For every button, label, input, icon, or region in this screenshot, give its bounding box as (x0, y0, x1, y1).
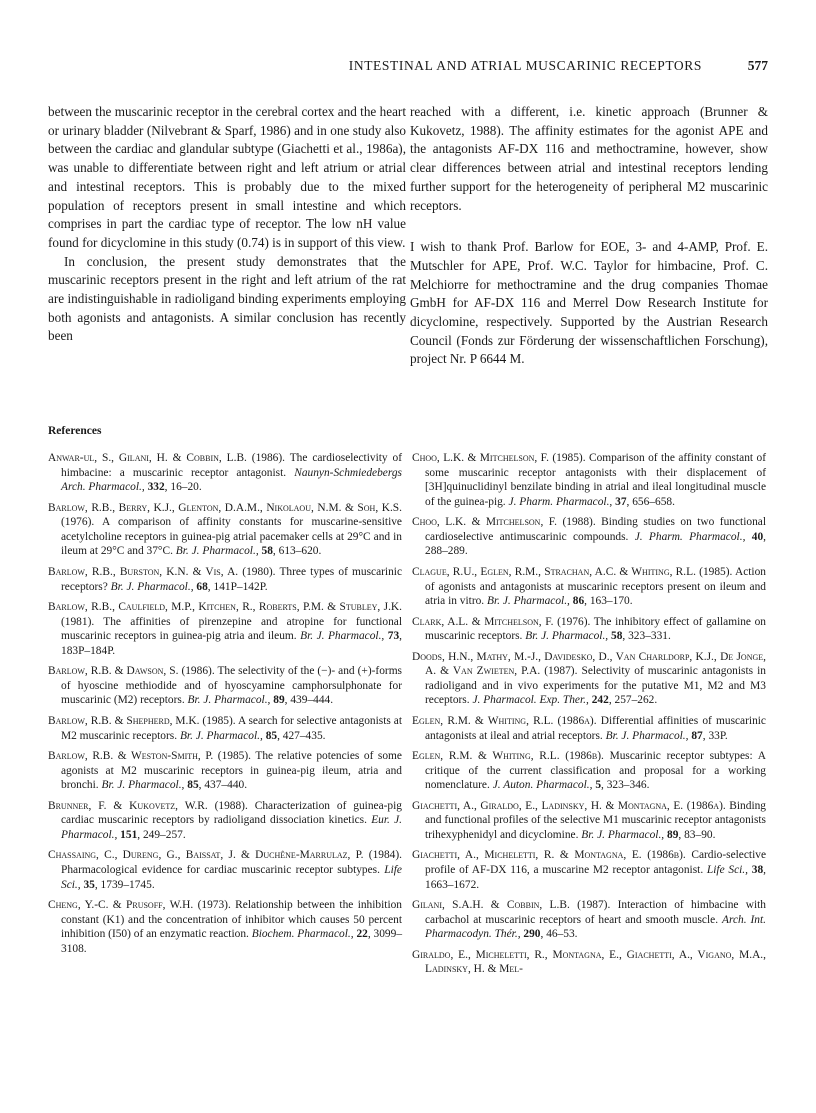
reference-entry (412, 898, 766, 942)
reference-title: The cardioselectivity of himbacine: a muscarinic receptor antagonist. (61, 452, 402, 479)
reference-pages: , 83–90. (678, 828, 716, 841)
reference-volume: 58 (611, 630, 623, 643)
reference-title: Characterization of guinea-pig cardiac muscarinic receptors by radioligand dissociation kinetics. (61, 799, 402, 827)
reference-title: The affinities of pirenzepine and atropine for functional muscarinic receptors in guinea-pig atria and ileum. (61, 615, 402, 643)
reference-authors: Clague, R.U., Eglen, R.M., Strachan, A.C. & Whiting, R.L. (1985). (412, 565, 733, 578)
reference-pages: , 1663–1672. (425, 863, 766, 891)
reference-title: Three types of muscarinic receptors? (61, 565, 402, 593)
references-heading: References (48, 425, 102, 437)
reference-volume: 89 (667, 828, 679, 841)
reference-journal: Br. J. Pharmacol., (487, 595, 573, 608)
reference-title: A search for selective antagonists at M2 muscarinic receptors. (61, 714, 402, 742)
reference-volume: 40 (751, 530, 764, 543)
reference-pages: , 439–444. (284, 694, 334, 707)
reference-entry (412, 565, 766, 609)
reference-journal: Biochem. Pharmacol., (251, 928, 357, 941)
reference-title: Pharmacological evidence for cardiac muscarinic receptor subtypes. (61, 863, 385, 876)
reference-journal: Br. J. Pharmacol., (110, 580, 197, 593)
reference-volume: 37 (615, 495, 627, 508)
reference-pages: , 323–331. (622, 630, 671, 643)
reference-title: Action of agonists and antagonists at muscarinic receptors present on ileum and atria in vitro. (425, 565, 766, 608)
right-text-column (410, 103, 768, 369)
reference-journal: J. Pharmacol. Exp. Ther., (472, 694, 592, 707)
reference-title: Muscarinic receptor subtypes: A critique of the current classification and proposal for a working nomenclature. (425, 750, 766, 792)
left-text-column (48, 103, 406, 346)
reference-title: Relationship between the inhibition constant (K1) and the concentration of inhibitor which causes 50 percent inhibition (I50) of an enzymatic reaction. (61, 899, 402, 941)
reference-journal: Br. J. Pharmacol., (187, 694, 274, 707)
reference-authors: Barlow, R.B. & Shepherd, M.K. (1985). (48, 714, 236, 727)
reference-volume: 86 (572, 595, 585, 608)
reference-volume: 68 (196, 580, 208, 593)
reference-journal: J. Pharm. Pharmacol., (508, 495, 616, 508)
reference-journal: Br. J. Pharmacol., (605, 729, 692, 742)
reference-authors: Brunner, F. & Kukovetz, W.R. (1988). (48, 799, 248, 812)
reference-title: A comparison of affinity constants for muscarine-sensitive acetylcholine receptors in guinea-pig atrial pacemaker cells at 29°C and in ileum at 29°C and 37°C. (61, 516, 402, 558)
reference-title: Selectivity of muscarinic antagonists in radioligand and in vivo experiments for the putative M1, M2 and M3 receptors. (425, 665, 766, 707)
reference-pages: , 46–53. (540, 928, 578, 941)
reference-volume: 73 (387, 630, 400, 643)
reference-authors: Barlow, R.B., Burston, K.N. & Vis, A. (1980). (48, 565, 276, 578)
reference-volume: 85 (265, 729, 278, 742)
reference-entry (412, 714, 766, 743)
reference-title: Interaction of himbacine with carbachol at muscarinic receptors of heart and smooth muscle. (425, 899, 767, 926)
left-paragraph-2: In conclusion, the present study demonstrates that the muscarinic receptors present in the right and left atrium of the rat are indistinguishable in radioligand binding experiments employing both agonists and antagonists. A similar conclusion has recently been (48, 253, 406, 344)
reference-pages: , 257–262. (608, 694, 658, 707)
reference-pages: , 656–658. (626, 495, 675, 508)
reference-entry (48, 714, 402, 743)
reference-entry (48, 749, 402, 793)
reference-entry (48, 898, 402, 956)
reference-journal: Life Sci., (61, 863, 402, 891)
reference-entry (412, 650, 766, 708)
reference-authors: Cheng, Y.-C. & Prusoff, W.H. (1973). (48, 899, 231, 912)
acknowledgements: I wish to thank Prof. Barlow for EOE, 3- and 4-AMP, Prof. E. Mutschler for APE, Prof. W.C. Taylor for himbacine, Prof. C. Melchiorre for methoctramine and the drug companies Thomae GmbH for AF-DX 116 and Merrel Dow Research Institute for dicyclomine, respectively. Supported by the Austrian Research Council (Fonds zur Förderung der wissenschaftlichen Forschung), project Nr. P 6644 M. (410, 239, 768, 367)
reference-entry (48, 600, 402, 658)
reference-entry (412, 799, 766, 843)
reference-journal: J. Auton. Pharmacol., (492, 779, 596, 792)
reference-entry (48, 664, 402, 708)
reference-volume: 332 (147, 481, 165, 494)
reference-volume: 5 (595, 779, 602, 792)
reference-pages: , 141P–142P. (207, 580, 268, 593)
reference-authors: Choo, L.K. & Mitchelson, F. (1988). (412, 516, 596, 529)
reference-journal: Br. J. Pharmacol., (525, 630, 612, 643)
reference-journal: Arch. Int. Pharmacodyn. Thér., (425, 913, 767, 941)
reference-title: Cardio-selective profile of AF-DX 116, a muscarine M2 receptor antagonist. (425, 849, 766, 876)
reference-volume: 58 (261, 545, 273, 558)
reference-entry (412, 848, 766, 892)
reference-entry (412, 749, 766, 793)
reference-journal: Life Sci., (706, 863, 752, 876)
reference-journal: Br. J. Pharmacol., (101, 779, 188, 792)
references-right-column (412, 451, 766, 983)
reference-authors: Barlow, R.B. & Weston-Smith, P. (1985). (48, 750, 252, 763)
reference-title: Binding and functional profiles of the selective M1 muscarinic receptor antagonists trihexyphenidyl and dicyclomine. (425, 799, 766, 841)
reference-authors: Chassaing, C., Dureng, G., Baissat, J. & Duchêne-Marrulaz, P. (1984). (48, 849, 402, 862)
reference-volume: 290 (523, 928, 541, 941)
reference-pages: , 323–346. (601, 779, 650, 792)
reference-authors: Giraldo, E., Micheletti, R., Montagna, E., Giachetti, A., Vigano, M.A., Ladinsky, H. & Mel- (412, 948, 766, 976)
reference-volume: 38 (751, 863, 764, 876)
reference-authors: Giachetti, A., Micheletti, R. & Montagna, E. (1986b). (412, 849, 686, 862)
reference-entry (48, 848, 402, 892)
reference-entry (48, 501, 402, 559)
reference-authors: Choo, L.K. & Mitchelson, F. (1985). (412, 452, 586, 464)
reference-pages: , 249–257. (137, 828, 186, 841)
reference-pages: , 427–435. (277, 729, 326, 742)
reference-title: The selectivity of the (−)- and (+)-forms of hyoscine methiodide and of hyoscyamine camphorsulphonate for muscarinic (M2) receptors. (61, 665, 402, 707)
reference-pages: , 288–289. (425, 530, 766, 558)
reference-volume: 89 (273, 694, 285, 707)
references-left-column (48, 451, 402, 962)
reference-pages: , 16–20. (164, 481, 202, 494)
reference-entry (412, 615, 766, 644)
reference-authors: Clark, A.L. & Mitchelson, F. (1976). (412, 615, 591, 628)
reference-entry (412, 515, 766, 559)
reference-pages: , 33P. (702, 729, 728, 742)
reference-entry (48, 799, 402, 843)
reference-pages: , 163–170. (584, 595, 633, 608)
reference-entry (412, 451, 766, 509)
reference-entry (48, 451, 402, 495)
reference-journal: Eur. J. Pharmacol., (61, 814, 403, 841)
reference-journal: J. Pharm. Pharmacol., (634, 530, 752, 543)
reference-volume: 85 (187, 779, 199, 792)
reference-volume: 22 (356, 928, 368, 941)
reference-journal: Br. J. Pharmacol., (179, 729, 266, 742)
page-number: 577 (747, 58, 768, 73)
reference-authors: Eglen, R.M. & Whiting, R.L. (1986b). (412, 750, 604, 763)
left-paragraph-1: between the muscarinic receptor in the cerebral cortex and the heart or urinary bladder (Nilvebrant & Sparf, 1986) and in one study also between the cardiac and glandular subtype (Giachetti et al., 1986a), was unable to differentiate between right and left atrium or atrial and intestinal receptors. This is probably due to the mixed population of receptors present in small intestine and which comprises in part the cardiac type of receptor. The low nH value found for dicyclomine in this study (0.74) is in support of this view. (48, 104, 406, 250)
reference-entry (412, 948, 766, 977)
reference-volume: 35 (83, 878, 95, 891)
reference-pages: , 3099–3108. (61, 928, 403, 955)
reference-authors: Doods, H.N., Mathy, M.-J., Davidesko, D., Van Charldorp, K.J., De Jonge, A. & Van Zwieten, P.A. (1987). (412, 650, 766, 678)
reference-pages: , 613–620. (272, 545, 322, 558)
reference-title: Binding studies on two functional cardioselective antimuscarinic compounds. (425, 516, 766, 543)
reference-volume: 87 (691, 729, 703, 742)
reference-pages: , 1739–1745. (94, 878, 155, 891)
reference-authors: Barlow, R.B., Caulfield, M.P., Kitchen, R., Roberts, P.M. & Stubley, J.K. (1981). (48, 601, 402, 628)
reference-pages: , 437–440. (198, 779, 248, 792)
reference-journal: Br. J. Pharmacol., (175, 545, 262, 558)
reference-authors: Barlow, R.B. & Dawson, S. (1986). (48, 665, 215, 678)
reference-authors: Gilani, S.A.H. & Cobbin, L.B. (1987). (412, 899, 611, 912)
reference-authors: Anwar-ul, S., Gilani, H. & Cobbin, L.B. (1986). (48, 452, 286, 464)
reference-title: Differential affinities of muscarinic antagonists at ileal and atrial receptors. (425, 714, 766, 742)
reference-authors: Giachetti, A., Giraldo, E., Ladinsky, H. & Montagna, E. (1986a). (412, 799, 726, 812)
reference-authors: Barlow, R.B., Berry, K.J., Glenton, D.A.M., Nikolaou, N.M. & Soh, K.S. (1976). (48, 501, 402, 529)
reference-title: The relative potencies of some agonists at M2 muscarinic receptors in guinea-pig ileum, atria and bronchi. (61, 750, 402, 792)
reference-journal: Naunyn-Schmiedebergs Arch. Pharmacol., (61, 466, 402, 494)
right-paragraph-1: reached with a different, i.e. kinetic approach (Brunner & Kukovetz, 1988). The affinity estimates for the agonist APE and the antagonists AF-DX 116 and methoctramine, however, show clear differences between atrial and intestinal receptors lending further support for the heterogeneity of peripheral M2 muscarinic receptors. (410, 104, 768, 213)
reference-volume: 151 (120, 828, 138, 841)
reference-title: The inhibitory effect of gallamine on muscarinic receptors. (425, 615, 766, 643)
running-title: INTESTINAL AND ATRIAL MUSCARINIC RECEPTORS (348, 58, 702, 73)
reference-journal: Br. J. Pharmacol., (581, 828, 668, 841)
reference-entry (48, 565, 402, 594)
reference-journal: Br. J. Pharmacol., (300, 630, 388, 643)
reference-title: Comparison of the affinity constant of some muscarinic receptor antagonists with their displacement of [3H]quinuclidinyl benzilate binding in atrial and ileal longitudinal muscle of the guinea-pig. (425, 452, 766, 508)
reference-authors: Eglen, R.M. & Whiting, R.L. (1986a). (412, 714, 597, 727)
reference-pages: , 183P–184P. (61, 630, 402, 657)
reference-volume: 242 (591, 694, 609, 707)
running-header (48, 58, 768, 78)
